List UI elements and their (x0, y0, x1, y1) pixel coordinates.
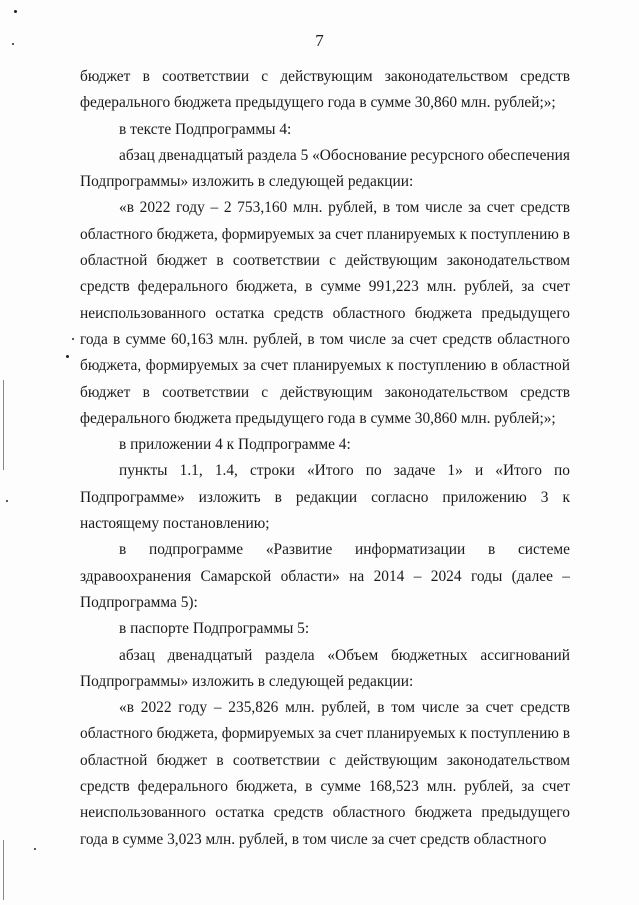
scan-speck (72, 338, 74, 340)
scan-speck (14, 10, 17, 13)
scan-edge-line (3, 840, 4, 900)
paragraph-5: в приложении 4 к Подпрограмме 4: (119, 436, 351, 454)
scan-speck (6, 500, 8, 502)
paragraph-9: абзац двенадцатый раздела «Объем бюджетных ассигнований Подпрограммы» изложить в следующей редакции: (80, 646, 570, 690)
paragraph-3: абзац двенадцатый раздела 5 «Обоснование ресурсного обеспечения Подпрограммы» изложить в следующей редакции: (80, 146, 570, 191)
paragraph-4: «в 2022 году – 2 753,160 млн. рублей, в том числе за счет средств областного бюджета, формируемых за счет планируемых к поступлению в областной бюджет в соответствии с действующим законодательством средств федерального бюджета, в сумме 991,223 млн. рублей, за счет неиспользованного остатка средств областного бюджета предыдущего года в сумме 60,163 млн. рублей, в том числе за счет средств областного бюджета, формируемых за счет планируемых к поступлению в областной бюджет в соответствии с действующим законодательством средств федерального бюджета предыдущего года в сумме 30,860 млн. рублей;»; (80, 199, 570, 427)
paragraph-1: бюджет в соответствии с действующим законодательством средств федерального бюджета предыдущего года в сумме 30,860 млн. рублей;»; (80, 68, 570, 112)
paragraph-2: в тексте Подпрограммы 4: (119, 120, 292, 138)
scan-speck (34, 848, 36, 850)
paragraph-10: «в 2022 году – 235,826 млн. рублей, в том числе за счет средств областного бюджета, формируемых за счет планируемых к поступлению в областной бюджет в соответствии с действующим законодательством средств федерального бюджета, в сумме 168,523 млн. рублей, за счет неиспользованного остатка средств областного бюджета предыдущего года в сумме 3,023 млн. рублей, в том числе за счет средств областного (80, 699, 570, 848)
scan-edge-line (3, 380, 4, 470)
scan-speck (12, 43, 14, 45)
document-body (80, 64, 570, 853)
paragraph-8: в паспорте Подпрограммы 5: (119, 620, 310, 638)
page-number: 7 (315, 31, 324, 50)
paragraph-7: в подпрограмме «Развитие информатизации в системе здравоохранения Самарской области» на 2014 – 2024 годы (далее – Подпрограмма 5): (80, 541, 570, 611)
paragraph-6: пункты 1.1, 1.4, строки «Итого по задаче 1» и «Итого по Подпрограмме» изложить в редакции согласно приложению 3 к настоящему постановлению; (80, 462, 570, 533)
scan-speck (66, 355, 69, 358)
